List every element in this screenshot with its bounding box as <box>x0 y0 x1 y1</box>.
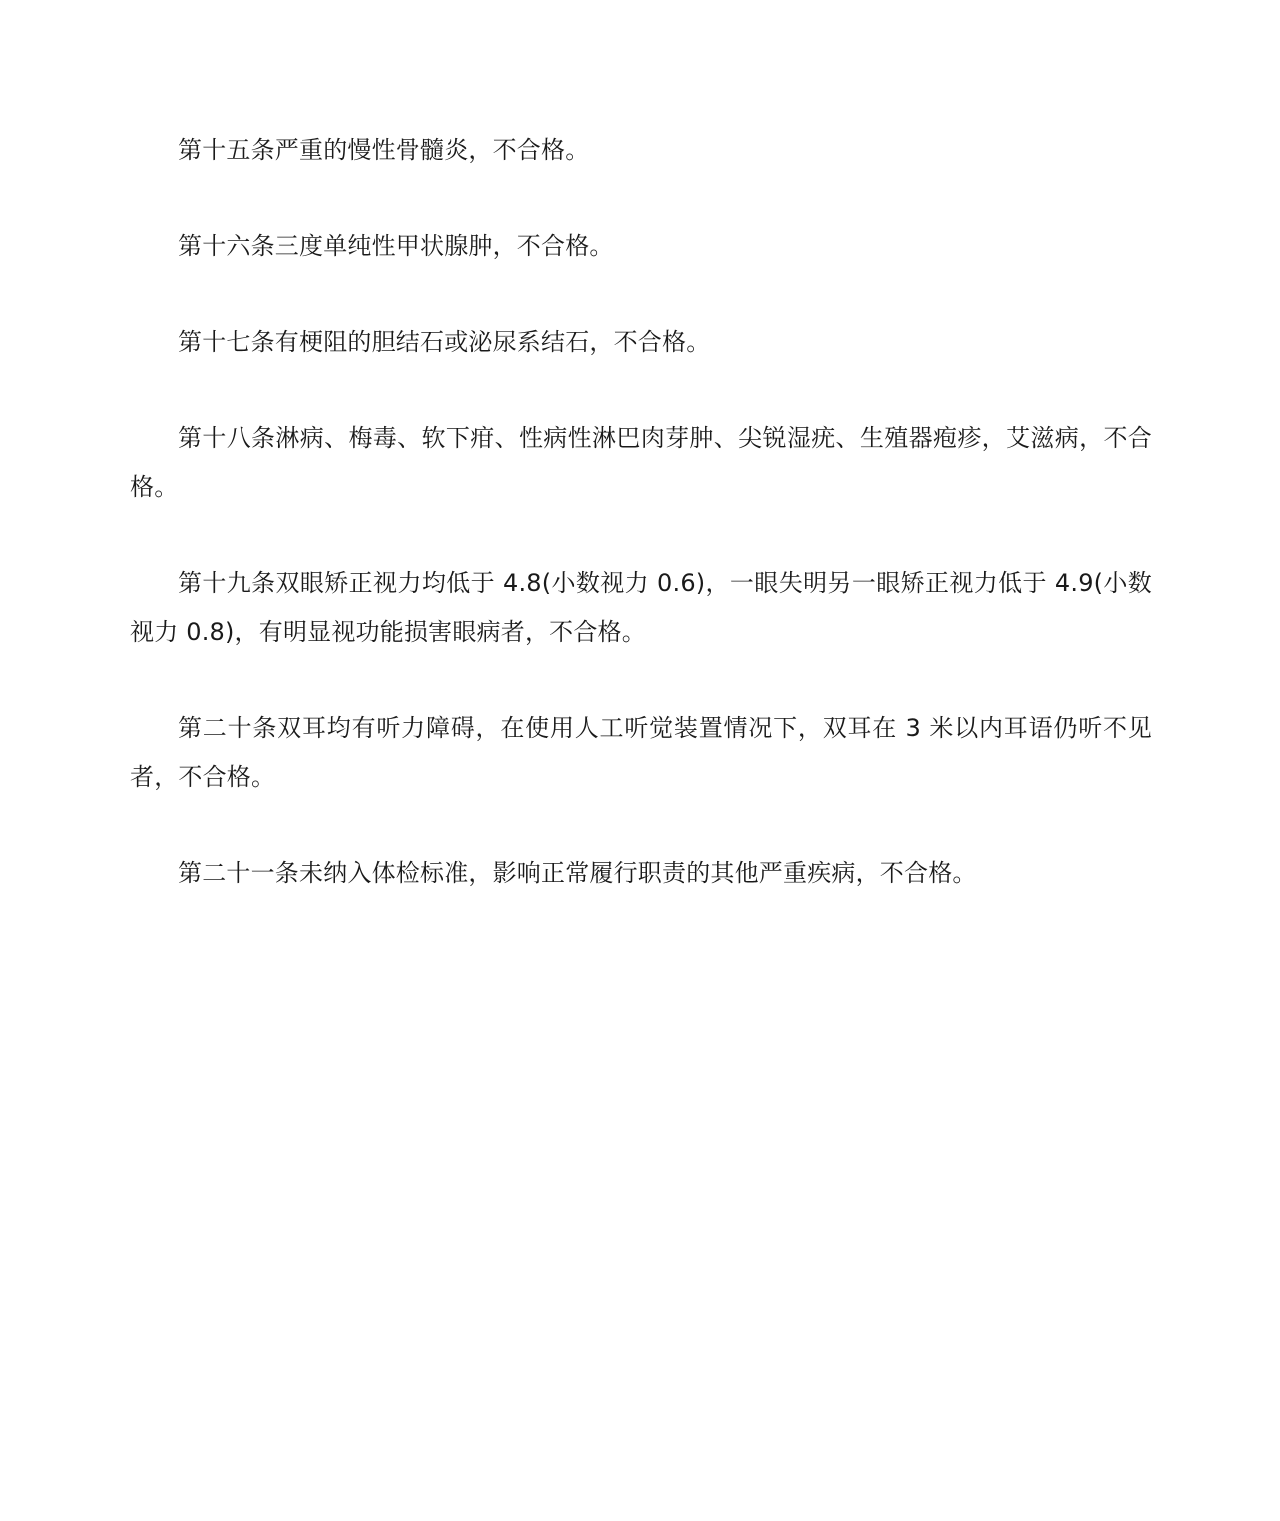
article-17: 第十七条有梗阻的胆结石或泌尿系结石，不合格。 <box>178 328 711 356</box>
article-16: 第十六条三度单纯性甲状腺肿，不合格。 <box>178 232 614 260</box>
article-19: 第十九条双眼矫正视力均低于 4.8(小数视力 0.6)，一眼失明另一眼矫正视力低于 4.9(小数视力 0.8)，有明显视功能损害眼病者，不合格。 <box>130 569 1152 646</box>
article-20: 第二十条双耳均有听力障碍，在使用人工听觉装置情况下，双耳在 3 米以内耳语仍听不见者，不合格。 <box>130 714 1152 791</box>
document-body <box>130 126 1152 945</box>
article-18: 第十八条淋病、梅毒、软下疳、性病性淋巴肉芽肿、尖锐湿疣、生殖器疱疹，艾滋病，不合格。 <box>130 424 1152 501</box>
article-21: 第二十一条未纳入体检标准，影响正常履行职责的其他严重疾病，不合格。 <box>178 859 977 887</box>
article-15: 第十五条严重的慢性骨髓炎，不合格。 <box>178 136 590 164</box>
